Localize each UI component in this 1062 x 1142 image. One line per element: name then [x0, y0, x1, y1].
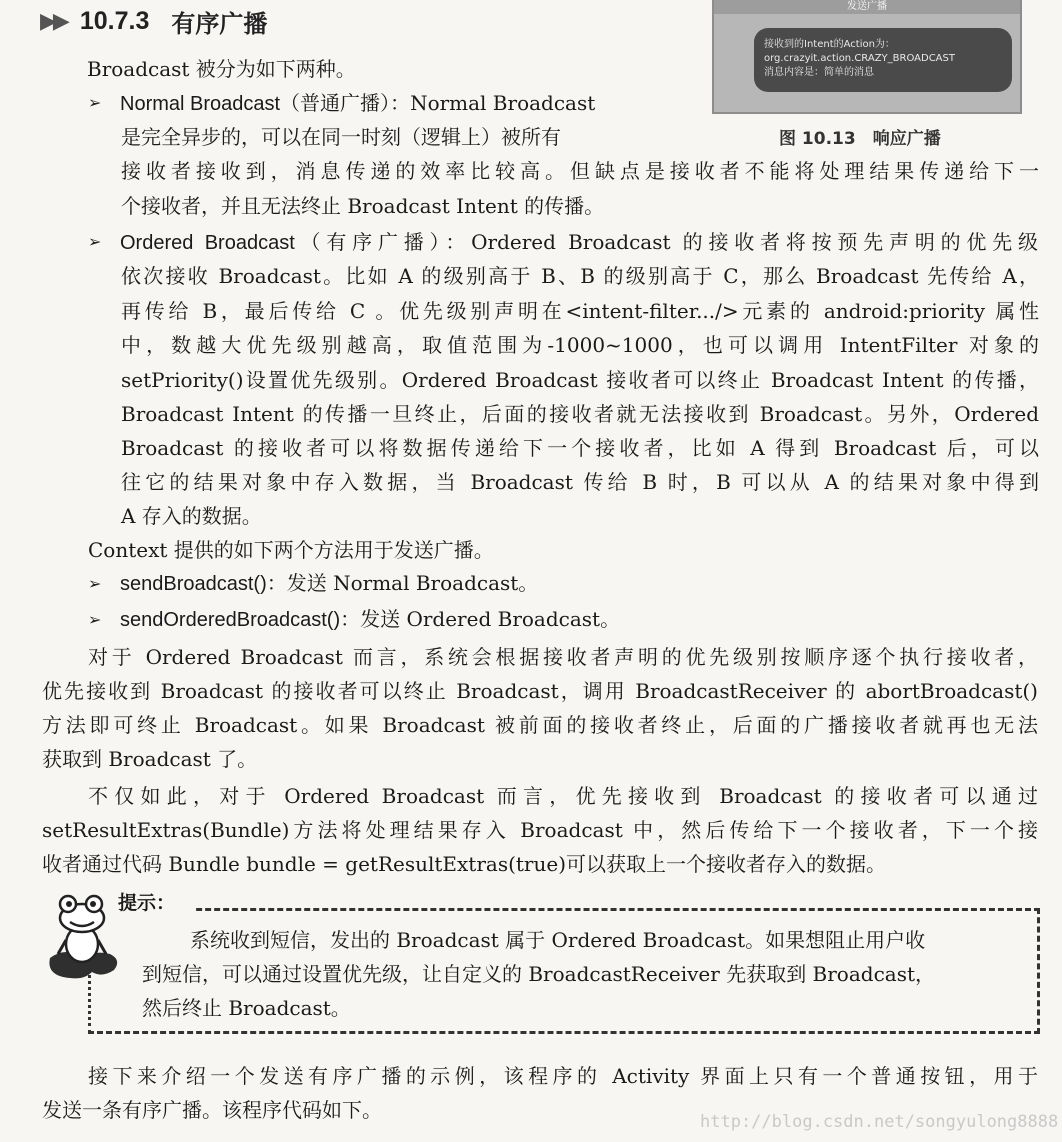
paragraph-line: 方法即可终止 Broadcast。如果 Broadcast 被前面的接收者终止，后面的广播接收者就再也无法	[42, 713, 1038, 737]
bullet-arrow-icon: ➢	[88, 93, 102, 112]
section-number: 10.7.3	[79, 6, 150, 35]
paragraph-line: 获取到 Broadcast 了。	[42, 747, 258, 771]
tip-line: 到短信，可以通过设置优先级，让自定义的 BroadcastReceiver 先获取到 Broadcast，	[142, 962, 935, 986]
ordered-broadcast-line: A 存入的数据。	[121, 504, 262, 528]
method-item	[120, 570, 538, 597]
bullet-arrow-icon: ➢	[88, 574, 102, 593]
method-desc: 发送 Ordered Broadcast。	[360, 607, 621, 631]
figure-caption: 图 10.13 响应广播	[779, 129, 941, 149]
paragraph-line: setResultExtras(Bundle)方法将处理结果存入 Broadcast 中，然后传给下一个接收者，下一个接	[42, 818, 1038, 842]
normal-broadcast-text: Normal Broadcast	[410, 91, 596, 115]
method-desc: 发送 Normal Broadcast。	[286, 571, 539, 595]
method-item	[120, 606, 620, 633]
paragraph-line: 优先接收到 Broadcast 的接收者可以终止 Broadcast，调用 BroadcastReceiver 的 abortBroadcast()	[42, 679, 1038, 703]
figure-screenshot	[712, 0, 1022, 114]
ordered-broadcast-line: 再传给 B，最后传给 C 。优先级别声明在<intent-filter.../>元素的 android:priority 属性	[121, 299, 1039, 323]
context-intro-text: Context 提供的如下两个方法用于发送广播。	[88, 538, 494, 562]
ordered-broadcast-line: 往它的结果对象中存入数据，当 Broadcast 传给 B 时，B 可以从 A 的结果对象中得到	[121, 470, 1039, 494]
figure-top-bar-label: 发送广播	[847, 1, 887, 12]
tip-line: 然后终止 Broadcast。	[142, 996, 351, 1020]
ordered-broadcast-term: Ordered Broadcast（有序广播）：	[120, 232, 472, 254]
method-name: sendOrderedBroadcast()：	[120, 609, 361, 631]
method-name: sendBroadcast()：	[120, 573, 287, 595]
bullet-arrow-icon: ➢	[88, 610, 102, 629]
ordered-broadcast-item	[120, 229, 1038, 256]
section-title: 有序广播	[171, 9, 268, 38]
toast-message	[754, 28, 1012, 92]
toast-line: org.crazyit.action.CRAZY_BROADCAST	[764, 53, 955, 64]
paragraph-line: 接下来介绍一个发送有序广播的示例，该程序的 Activity 界面上只有一个普通按钮，用于	[88, 1064, 1038, 1088]
figure-top-bar	[714, 0, 1020, 14]
normal-broadcast-item	[120, 90, 595, 117]
ordered-broadcast-line: setPriority()设置优先级别。Ordered Broadcast 接收者可以终止 Broadcast Intent 的传播，	[121, 368, 1039, 392]
paragraph-line: 对于 Ordered Broadcast 而言，系统会根据接收者声明的优先级别按顺序逐个执行接收者，	[88, 645, 1038, 669]
intro-text: Broadcast 被分为如下两种。	[87, 57, 356, 81]
paragraph-line: 发送一条有序广播。该程序代码如下。	[42, 1098, 382, 1122]
ordered-broadcast-line: Broadcast 的接收者可以将数据传递给下一个接收者，比如 A 得到 Broadcast 后，可以	[121, 436, 1039, 460]
normal-broadcast-term: Normal Broadcast（普通广播）：	[120, 93, 411, 115]
section-heading	[40, 4, 267, 38]
bullet-arrow-icon: ➢	[88, 232, 102, 251]
double-arrow-icon: ▶▶	[40, 8, 66, 34]
frog-mascot-icon	[44, 888, 122, 980]
ordered-broadcast-line: 依次接收 Broadcast。比如 A 的级别高于 B、B 的级别高于 C，那么 Broadcast 先传给 A，	[121, 264, 1039, 288]
tip-label: 提示：	[118, 892, 176, 914]
normal-broadcast-line: 个接收者，并且无法终止 Broadcast Intent 的传播。	[121, 194, 605, 218]
ordered-broadcast-line: Broadcast Intent 的传播一旦终止，后面的接收者就无法接收到 Broadcast。另外，Ordered	[121, 402, 1039, 426]
paragraph-line: 不仅如此，对于 Ordered Broadcast 而言，优先接收到 Broadcast 的接收者可以通过	[88, 784, 1038, 808]
ordered-broadcast-text: Ordered Broadcast 的接收者将按预先声明的优先级	[471, 230, 1038, 254]
watermark: http://blog.csdn.net/songyulong8888	[700, 1112, 1059, 1132]
tip-line: 系统收到短信，发出的 Broadcast 属于 Ordered Broadcast。如果想阻止用户收	[190, 928, 926, 952]
normal-broadcast-line: 接收者接收到，消息传递的效率比较高。但缺点是接收者不能将处理结果传递给下一	[121, 159, 1039, 183]
toast-line: 消息内容是：简单的消息	[764, 67, 874, 78]
normal-broadcast-line: 是完全异步的，可以在同一时刻（逻辑上）被所有	[121, 125, 561, 149]
ordered-broadcast-line: 中，数越大优先级别越高，取值范围为-1000~1000，也可以调用 IntentFilter 对象的	[121, 333, 1039, 357]
toast-line: 接收到的Intent的Action为：	[764, 39, 895, 50]
paragraph-line: 收者通过代码 Bundle bundle = getResultExtras(true)可以获取上一个接收者存入的数据。	[42, 852, 887, 876]
